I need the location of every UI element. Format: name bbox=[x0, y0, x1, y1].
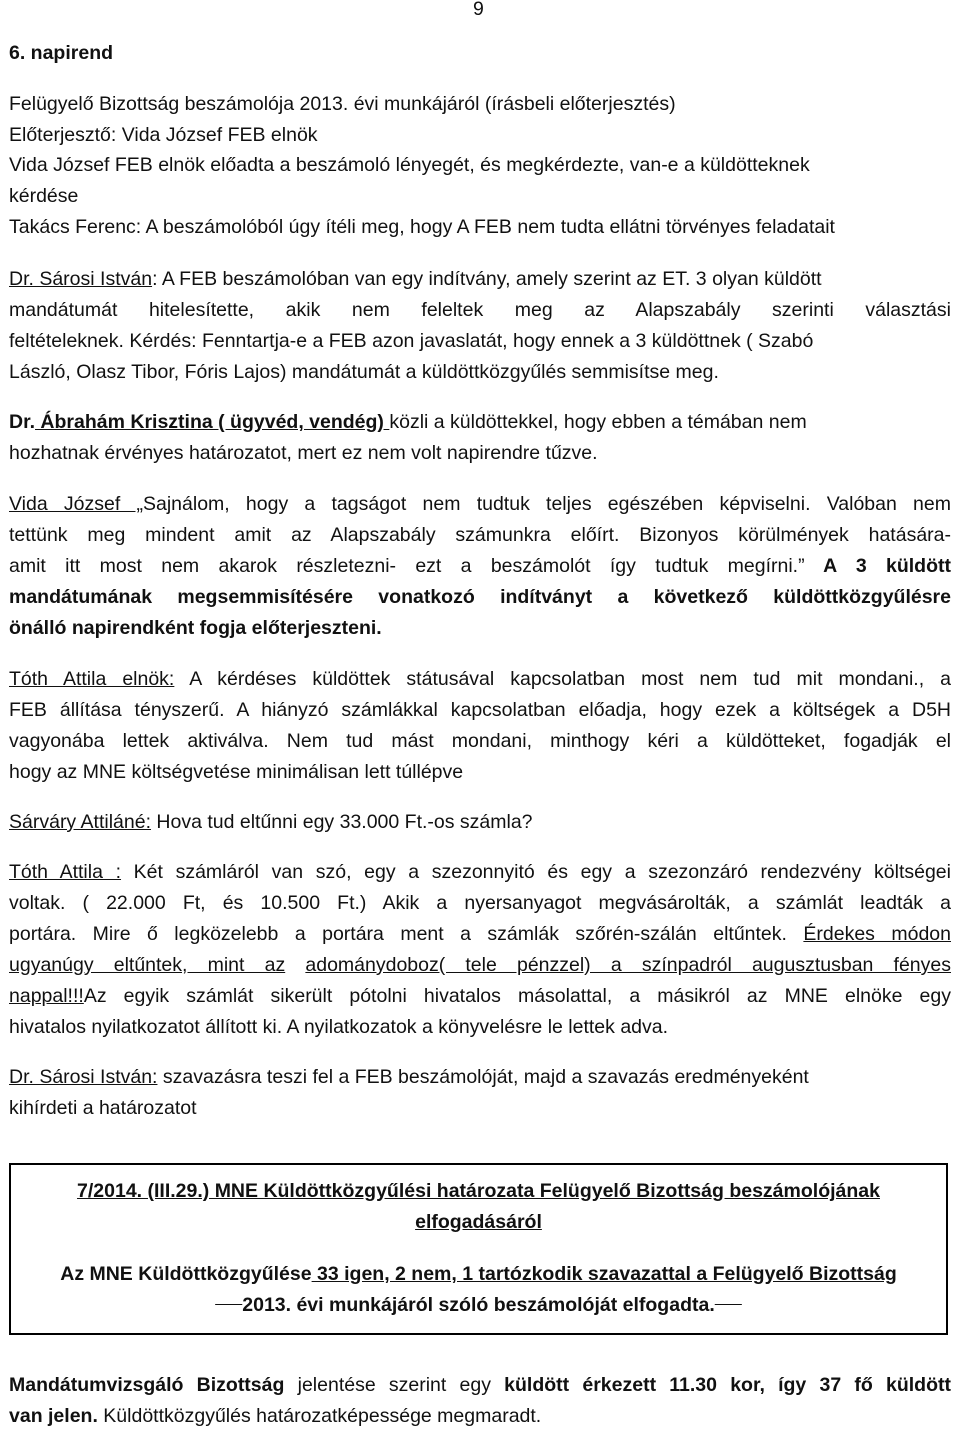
sarvary-text: Hova tud eltűnni egy 33.000 Ft.-os számla? bbox=[150, 811, 533, 833]
abraham-text: közli a küldöttekkel, hogy ebben a témában nem bbox=[389, 411, 807, 433]
speaker-abraham-dr: Dr. bbox=[9, 411, 36, 433]
resolution-vote-line-2 bbox=[11, 1290, 946, 1320]
toth2-text: Két számláról van szó, egy a szezonnyitó és egy a szezonzáró rendezvény költségei bbox=[121, 861, 951, 883]
vida-text: Sajnálom, hogy a tagságot nem tudtuk teljes egészében képviselni. Valóban nem bbox=[142, 493, 951, 515]
credentials-bold-3: van jelen. bbox=[9, 1405, 98, 1427]
sarosi1-line-3: feltételeknek. Kérdés: Fenntartja-e a FEB azon javaslatát, hogy ennek a 3 küldöttnek ( Szabó bbox=[9, 330, 814, 352]
toth1-text: A kérdéses küldöttek státusával kapcsolatban most nem tud mit mondani., a bbox=[174, 668, 951, 690]
toth2-space bbox=[285, 954, 305, 976]
intro-line-3: Vida József FEB elnök előadta a beszámoló lényegét, és megkérdezte, van-e a küldötteknek bbox=[9, 154, 810, 176]
intro-line-5: Takács Ferenc: A beszámolóból úgy ítéli meg, hogy A FEB nem tudta ellátni törvényes feladatait bbox=[9, 216, 835, 238]
speaker-toth-elnok: Tóth Attila elnök: bbox=[9, 668, 175, 690]
credentials-line-1 bbox=[9, 1370, 951, 1400]
sarvary-line bbox=[9, 807, 951, 837]
toth2-line-3 bbox=[9, 919, 951, 949]
vida-line-5: önálló napirendként fogja előterjeszteni. bbox=[9, 617, 382, 639]
vida-line-3 bbox=[9, 551, 951, 581]
toth2-underline-5: nappal!!! bbox=[9, 985, 84, 1007]
vida-line-2: tettünk meg mindent amit az Alapszabály számunkra előírt. Bizonyos körülmények hatására- bbox=[9, 524, 951, 546]
sarosi2-line-2: kihírdeti a határozatot bbox=[9, 1097, 197, 1119]
resolution-vote-line-1 bbox=[11, 1259, 946, 1289]
toth2-underline-3: Érdekes módon bbox=[803, 923, 951, 945]
toth1-line-4: hogy az MNE költségvetése minimálisan lett túllépve bbox=[9, 761, 464, 783]
vida-line-4: mandátumának megsemmisítésére vonatkozó indítványt a következő küldöttközgyűlésre bbox=[9, 586, 951, 608]
vida-line-1 bbox=[9, 489, 951, 519]
credentials-text-1: jelentése szerint egy bbox=[284, 1374, 505, 1396]
toth2-line-1 bbox=[9, 857, 951, 887]
intro-line-4: kérdése bbox=[9, 185, 79, 207]
resolution-title: 7/2014. (III.29.) MNE Küldöttközgyűlési határozata Felügyelő Bizottság beszámolójának bbox=[77, 1180, 880, 1202]
resolution-box bbox=[9, 1163, 948, 1335]
resolution-title-2: elfogadásáról bbox=[415, 1211, 542, 1233]
speaker-abraham: Ábrahám Krisztina ( ügyvéd, vendég) bbox=[35, 411, 390, 433]
toth2-line-5 bbox=[9, 981, 951, 1011]
toth2-line-2: voltak. ( 22.000 Ft, és 10.500 Ft.) Akik a nyersanyagot megvásárolták, a számlát leadták a bbox=[9, 892, 951, 914]
page-number: 9 bbox=[473, 0, 484, 20]
credentials-text-2: Küldöttközgyűlés határozatképessége megmaradt. bbox=[97, 1405, 542, 1427]
toth2-line-4 bbox=[9, 950, 951, 980]
toth1-line-3: vagyonába lettek aktiválva. Nem tud mást mondani, minthogy kéri a küldötteket, fogadják el bbox=[9, 730, 951, 752]
agenda-heading: 6. napirend bbox=[9, 42, 114, 64]
toth2-underline-4a: ugyanúgy eltűntek, mint az bbox=[9, 954, 286, 976]
sarosi1-line-1 bbox=[9, 264, 951, 294]
toth1-line-1 bbox=[9, 664, 951, 694]
speaker-vida: Vida József „ bbox=[9, 493, 143, 515]
credentials-line-2 bbox=[9, 1401, 951, 1431]
strike-pre bbox=[215, 1294, 242, 1316]
sarosi1-line-2: mandátumát hitelesítette, akik nem feleltek meg az Alapszabály szerinti választási bbox=[9, 299, 951, 321]
credentials-committee: Mandátumvizsgáló Bizottság bbox=[9, 1374, 285, 1396]
speaker-sarosi: Dr. Sárosi István bbox=[9, 268, 153, 290]
sarosi1-text: : A FEB beszámolóban van egy indítvány, amely szerint az ET. 3 olyan küldött bbox=[152, 268, 822, 290]
speaker-toth: Tóth Attila : bbox=[9, 861, 122, 883]
resolution-body: Az MNE Küldöttközgyűlése bbox=[60, 1263, 312, 1285]
abraham-line-1 bbox=[9, 407, 951, 437]
speaker-sarosi-2: Dr. Sárosi István: bbox=[9, 1066, 158, 1088]
toth2-text-5: Az egyik számlát sikerült pótolni hivatalos másolattal, a másikról az MNE elnöke egy bbox=[83, 985, 951, 1007]
credentials-bold-2: küldött érkezett 11.30 kor, így 37 fő küldött bbox=[504, 1374, 951, 1396]
toth1-line-2: FEB állítása tényszerű. A hiányzó számlákkal kapcsolatban előadja, hogy ezek a költségek a D5H bbox=[9, 699, 951, 721]
vida-text-3: amit itt most nem akarok részletezni- ezt a beszámolót így tudtuk megírni.” bbox=[9, 555, 805, 577]
speaker-sarvary: Sárváry Attiláné: bbox=[9, 811, 151, 833]
sarosi1-line-4: László, Olasz Tibor, Fóris Lajos) mandátumát a küldöttközgyűlés semmisítse meg. bbox=[9, 361, 719, 383]
intro-line-1: Felügyelő Bizottság beszámolója 2013. évi munkájáról (írásbeli előterjesztés) bbox=[9, 93, 676, 115]
toth2-underline-4b: adománydoboz( tele pénzzel) a színpadról augusztusban fényes bbox=[305, 954, 951, 976]
toth2-text-3: portára. Mire ő legközelebb a portára ment a számlák szőrén-szálán eltűntek. bbox=[9, 923, 804, 945]
sarosi2-line-1 bbox=[9, 1062, 951, 1092]
intro-line-2: Előterjesztő: Vida József FEB elnök bbox=[9, 124, 318, 146]
abraham-line-2: hozhatnak érvényes határozatot, mert ez nem volt napirendre tűzve. bbox=[9, 442, 598, 464]
resolution-decision: 2013. évi munkájáról szóló beszámolóját elfogadta. bbox=[242, 1294, 715, 1316]
vida-bold-3: A 3 küldött bbox=[804, 555, 951, 577]
sarosi2-text: szavazásra teszi fel a FEB beszámolóját, majd a szavazás eredményeként bbox=[157, 1066, 809, 1088]
resolution-votes: 33 igen, 2 nem, 1 tartózkodik szavazattal a Felügyelő Bizottság bbox=[311, 1263, 897, 1285]
toth2-line-6: hivatalos nyilatkozatot állított ki. A nyilatkozatok a könyvelésre le lettek adva. bbox=[9, 1016, 669, 1038]
strike-post bbox=[715, 1294, 742, 1316]
